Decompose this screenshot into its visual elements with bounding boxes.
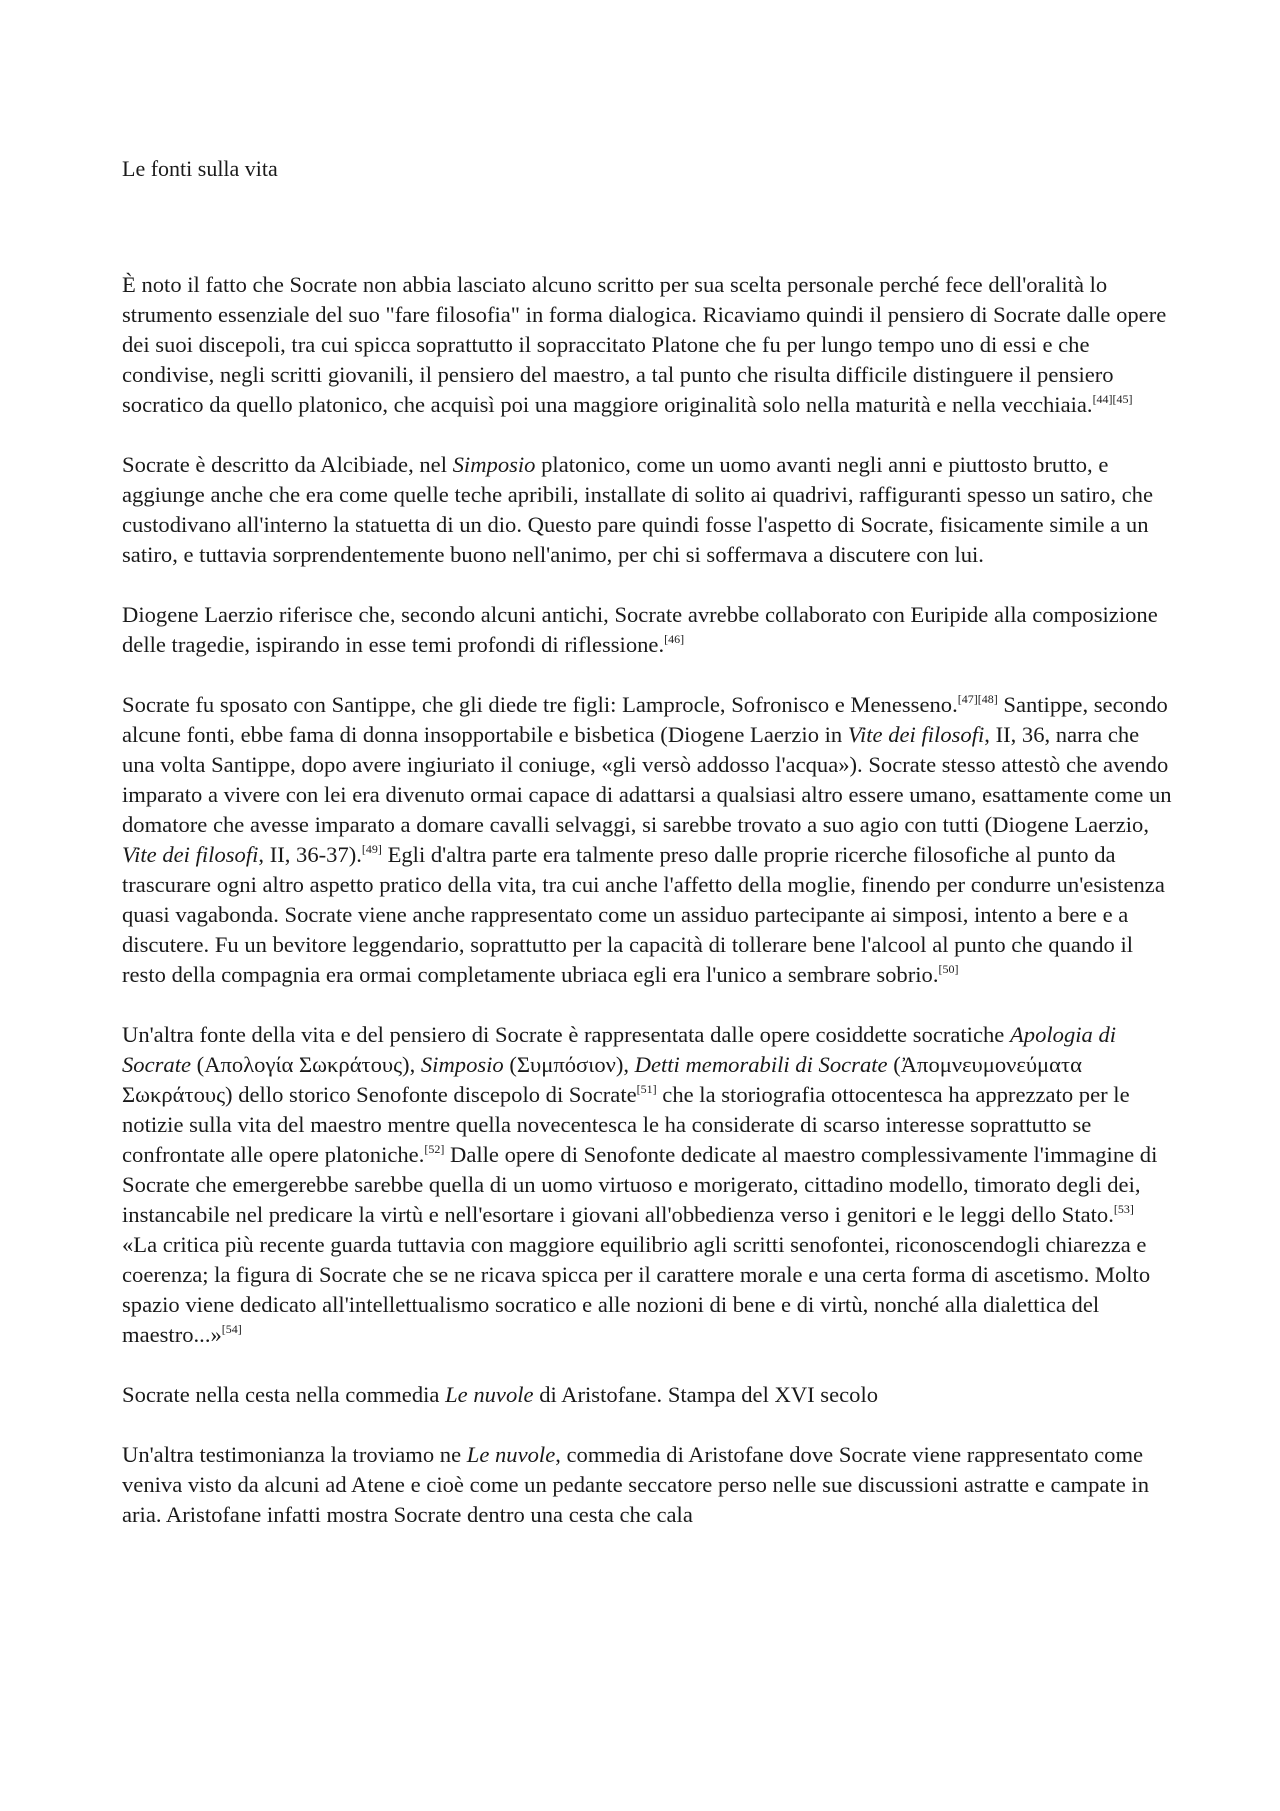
work-title: Simposio — [420, 1052, 504, 1077]
footnote-ref[interactable]: [54] — [221, 1322, 242, 1336]
paragraph-diogenes-euripides: Diogene Laerzio riferisce che, secondo alcuni antichi, Socrate avrebbe collaborato con Euripide alla composizione delle tragedie, ispirando in esse temi profondi di riflessione.[46] — [122, 602, 1158, 657]
work-title: Apologia di Socrate — [122, 1022, 1117, 1077]
footnote-ref[interactable]: [52] — [424, 1142, 445, 1156]
footnote-ref[interactable]: [51] — [636, 1082, 657, 1096]
footnote-ref[interactable]: [53] — [1113, 1202, 1134, 1216]
footnote-ref[interactable]: [47][48] — [957, 692, 998, 706]
image-caption: Socrate nella cesta nella commedia Le nuvole di Aristofane. Stampa del XVI secolo — [122, 1382, 879, 1407]
work-title: Le nuvole — [466, 1442, 556, 1467]
work-title: Le nuvole — [445, 1382, 534, 1407]
footnote-ref[interactable]: [44][45] — [1092, 392, 1133, 406]
paragraph-sources-overview: È noto il fatto che Socrate non abbia lasciato alcuno scritto per sua scelta personale perché fece dell'oralità lo strumento essenziale del suo "fare filosofia" in forma dialogica. Ricaviamo quindi il pensiero di Socrate dalle opere dei suoi discepoli, tra cui spicca soprattutto il sopraccitato Platone che fu per lungo tempo uno di essi e che condivise, negli scritti giovanili, il pensiero del maestro, a tal punto che risulta difficile distinguere il pensiero socratico da quello platonico, che acquisì poi una maggiore originalità solo nella maturità e nella vecchiaia.[44][45] — [122, 272, 1167, 417]
work-title: Vite dei filosofi — [847, 722, 985, 747]
paragraph-senofonte: Un'altra fonte della vita e del pensiero di Socrate è rappresentata dalle opere cosiddette socratiche Apologia di Socrate (Απολογία Σωκράτους), Simposio (Συμπόσιον), Detti memorabili di Socrate (Ἀπομνευμονεύματα Σωκράτους) dello storico Senofonte discepolo di Socrate[51] che la storiografia ottocentesca ha apprezzato per le notizie sulla vita del maestro mentre quella novecentesca le ha considerate di scarso interesse soprattutto se confrontate alle opere platoniche.[52] Dalle opere di Senofonte dedicate al maestro complessivamente l'immagine di Socrate che emergerebbe sarebbe quella di un uomo virtuoso e morigerato, cittadino modello, timorato degli dei, instancabile nel predicare la virtù e nell'esortare i giovani all'obbedienza verso i genitori e le leggi dello Stato.[53] «La critica più recente guarda tuttavia con maggiore equilibrio agli scritti senofontei, riconoscendogli chiarezza e coerenza; la figura di Socrate che se ne ricava spicca per il carattere morale e una certa forma di ascetismo. Molto spazio viene dedicato all'intellettualismo socratico e alle nozioni di bene e di virtù, nonché alla dialettica del maestro...»[54] — [122, 1022, 1158, 1347]
work-title: Simposio — [452, 452, 536, 477]
section-heading: Le fonti sulla vita — [122, 156, 278, 181]
footnote-ref[interactable]: [50] — [938, 962, 959, 976]
work-title: Vite dei filosofi — [122, 842, 259, 867]
paragraph-alcibiades-description: Socrate è descritto da Alcibiade, nel Simposio platonico, come un uomo avanti negli anni e piuttosto brutto, e aggiunge anche che era come quelle teche apribili, installate di solito ai quadrivi, raffiguranti spesso un satiro, che custodivano all'interno la statuetta di un dio. Questo pare quindi fosse l'aspetto di Socrate, fisicamente simile a un satiro, e tuttavia sorprendentemente buono nell'animo, per chi si soffermava a discutere con lui. — [122, 452, 1154, 567]
paragraph-santippe: Socrate fu sposato con Santippe, che gli diede tre figli: Lamprocle, Sofronisco e Menesseno.[47][48] Santippe, secondo alcune fonti, ebbe fama di donna insopportabile e bisbetica (Diogene Laerzio in Vite dei filosofi, II, 36, narra che una volta Santippe, dopo avere ingiuriato il coniuge, «gli versò addosso l'acqua»). Socrate stesso attestò che avendo imparato a vivere con lei era divenuto ormai capace di adattarsi a qualsiasi altro essere umano, esattamente come un domatore che avesse imparato a domare cavalli selvaggi, si sarebbe trovato a suo agio con tutti (Diogene Laerzio, Vite dei filosofi, II, 36-37).[49] Egli d'altra parte era talmente preso dalle proprie ricerche filosofiche al punto da trascurare ogni altro aspetto pratico della vita, tra cui anche l'affetto della moglie, finendo per condurre un'esistenza quasi vagabonda. Socrate viene anche rappresentato come un assiduo partecipante ai simposi, intento a bere e a discutere. Fu un bevitore leggendario, soprattutto per la capacità di tollerare bene l'alcool al punto che quando il resto della compagnia era ormai completamente ubriaca egli era l'unico a sembrare sobrio.[50] — [122, 692, 1172, 987]
footnote-ref[interactable]: [46] — [664, 632, 685, 646]
document-body — [122, 270, 1172, 1560]
footnote-ref[interactable]: [49] — [361, 842, 382, 856]
paragraph-nuvole: Un'altra testimonianza la troviamo ne Le nuvole, commedia di Aristofane dove Socrate viene rappresentato come veniva visto da alcuni ad Atene e cioè come un pedante seccatore perso nelle sue discussioni astratte e campate in aria. Aristofane infatti mostra Socrate dentro una cesta che cala — [122, 1442, 1149, 1527]
work-title: Detti memorabili di Socrate — [634, 1052, 888, 1077]
